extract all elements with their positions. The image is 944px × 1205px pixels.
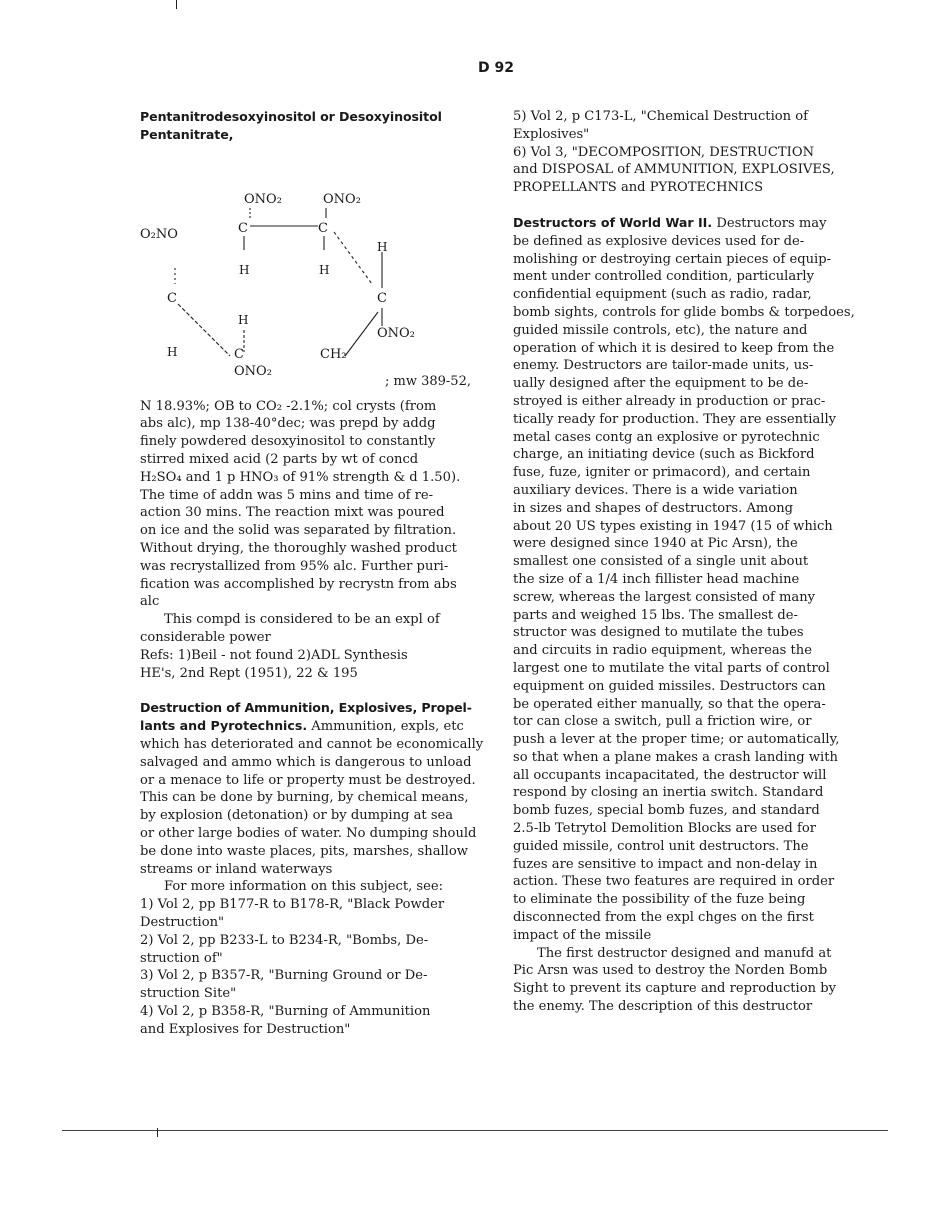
ref-item: 1) Vol 2, pp B177-R to B178-R, "Black Powder [140,897,445,913]
section-heading: Destruction of Ammunition, Explosives, Propel- [140,700,472,716]
text-line: structor was designed to mutilate the tubes [513,625,804,641]
top-margin-mark [176,0,177,9]
text-line: by explosion (detonation) or by dumping at sea [140,808,454,824]
text-line: which has deteriorated and cannot be economically [140,736,484,752]
text-line: metal cases contg an explosive or pyrotechnic [513,429,820,445]
text-line: molishing or destroying certain pieces of equip- [513,251,832,267]
structure-diagram [140,144,475,362]
ono2-label-right: ONO₂ [377,325,415,341]
destructors-section [513,214,858,1016]
text-line: to eliminate the possibility of the fuze being [513,892,806,908]
chemical-structure [140,144,475,362]
carbon-top-right: C [318,220,328,236]
text-line: ually designed after the equipment to be de- [513,376,809,392]
section-heading: Destructors of World War II. [513,214,713,230]
carbon-left: C [167,290,177,306]
text-line: bomb fuzes, special bomb fuzes, and standard [513,803,820,819]
molecular-weight: ; mw 389-52, [385,373,471,389]
text-line: Sight to prevent its capture and reproduction by [513,981,836,997]
ref-item: PROPELLANTS and PYROTECHNICS [513,180,764,196]
text-line: action. These two features are required in order [513,874,835,890]
text-line: smallest one consisted of a single unit about [513,554,809,570]
text-span: Destructors may [716,215,827,231]
right-column [513,108,858,1016]
text-line: streams or inland waterways [140,861,333,877]
text-line: all occupants incapacitated, the destructor will [513,767,827,783]
text-span: Ammunition, expls, etc [311,719,464,735]
text-line: charge, an initiating device (such as Bickford [513,447,815,463]
text-line: confidential equipment (such as radio, radar, [513,287,812,303]
text-line: The time of addn was 5 mins and time of re- [140,487,434,503]
ono2-label-bottom: ONO₂ [234,363,272,379]
ono2-label-top-left: ONO₂ [244,191,282,207]
text-line: alc [140,594,160,610]
text-line: Without drying, the thoroughly washed product [140,540,457,556]
text-line: respond by closing an inertia switch. Standard [513,785,824,801]
text-line: be operated either manually, so that the opera- [513,696,826,712]
ref-item: and DISPOSAL of AMMUNITION, EXPLOSIVES, [513,162,835,178]
text-line: ment under controlled condition, particularly [513,269,814,285]
hydrogen-2: H [319,262,330,277]
hydrogen-right: H [377,239,388,254]
bottom-margin-mark [157,1128,158,1137]
text-line: This compd is considered to be an expl of [164,612,440,628]
text-line: operation of which it is desired to keep from the [513,340,835,356]
spacer [140,682,475,699]
hydrogen-1: H [239,262,250,277]
text-line: action 30 mins. The reaction mixt was poured [140,505,445,521]
refs-line-1: Refs: 1)Beil - not found 2)ADL Synthesis [140,647,408,663]
spacer [513,197,858,214]
text-line: the enemy. The description of this destructor [513,999,813,1015]
ref-item: 4) Vol 2, p B358-R, "Burning of Ammunition [140,1003,431,1019]
o2no-label: O₂NO [140,226,178,242]
page-number: D 92 [478,60,514,76]
refs-line-2: HE's, 2nd Rept (1951), 22 & 195 [140,665,358,681]
text-line: considerable power [140,629,271,645]
text-line: fication was accomplished by recrystn from abs [140,576,457,592]
text-line: This can be done by burning, by chemical means, [140,790,469,806]
power-paragraph [140,611,475,647]
text-line: parts and weighed 15 lbs. The smallest de- [513,607,798,623]
text-line: guided missile, control unit destructors. The [513,838,809,854]
text-line: salvaged and ammo which is dangerous to unload [140,754,472,770]
structure-bottom-row [140,362,475,398]
ch2-label: CH₂ [320,346,347,362]
text-line: so that when a plane makes a crash landing with [513,749,838,765]
text-line: bomb sights, controls for glide bombs & torpedoes, [513,304,855,320]
text-line: in sizes and shapes of destructors. Among [513,500,794,516]
bottom-rule [62,1130,888,1131]
text-line: abs alc), mp 138-40°dec; was prepd by addg [140,416,436,432]
carbon-right: C [377,290,387,306]
section-heading-cont-line [140,717,475,736]
text-line: disconnected from the expl chges on the first [513,910,814,926]
text-line: stirred mixed acid (2 parts by wt of concd [140,451,419,467]
hydrogen-mid: H [238,312,249,327]
references [140,647,475,683]
carbon-bottom: C [234,346,244,362]
text-line: push a lever at the proper time; or automatically, [513,732,840,748]
text-line: largest one to mutilate the vital parts of control [513,660,830,676]
carbon-top-left: C [238,220,248,236]
text-line: screw, whereas the largest consisted of many [513,589,816,605]
ref-item: and Explosives for Destruction" [140,1021,351,1037]
text-line: stroyed is either already in production or prac- [513,393,826,409]
ref-item: struction Site" [140,986,237,1002]
text-line: finely powdered desoxyinositol to constantly [140,434,436,450]
text-line: enemy. Destructors are tailor-made units, us- [513,358,814,374]
text-line: guided missile controls, etc), the nature and [513,322,808,338]
text-line: on ice and the solid was separated by filtration. [140,523,457,539]
text-line: H₂SO₄ and 1 p HNO₃ of 91% strength & d 1.50). [140,469,461,485]
text-line: equipment on guided missiles. Destructors can [513,678,826,694]
destruction-section [140,699,484,1038]
text-line: about 20 US types existing in 1947 (15 of which [513,518,833,534]
text-line: The first destructor designed and manufd at [537,945,832,961]
text-line: and circuits in radio equipment, whereas the [513,643,812,659]
text-line: be done into waste places, pits, marshes, shallow [140,843,468,859]
ref-item: Explosives" [513,126,590,142]
section-heading-line [513,214,858,233]
text-line: impact of the missile [513,927,652,943]
refs-continued [513,108,858,197]
ref-item: struction of" [140,950,223,966]
text-line: auxiliary devices. There is a wide variation [513,482,798,498]
more-info-line: For more information on this subject, see: [164,879,444,895]
text-line: or a menace to life or property must be destroyed. [140,772,476,788]
text-line: was recrystallized from 95% alc. Further puri- [140,558,449,574]
text-line: 2.5-lb Tetrytol Demolition Blocks are used for [513,821,816,837]
ref-item: 5) Vol 2, p C173-L, "Chemical Destruction of [513,109,808,124]
ref-item: 6) Vol 3, "DECOMPOSITION, DESTRUCTION [513,144,815,160]
text-line: N 18.93%; OB to CO₂ -2.1%; col crysts (from [140,398,437,414]
text-line: or other large bodies of water. No dumping should [140,825,477,841]
text-line: be defined as explosive devices used for de- [513,233,805,249]
text-line: tically ready for production. They are essentially [513,411,837,427]
left-column [140,108,484,1038]
compound-heading-line-1: Pentanitrodesoxyinositol or Desoxyinositol [140,109,442,124]
ref-item: Destruction" [140,914,225,930]
compound-heading-line-2: Pentanitrate, [140,126,234,142]
section-heading-cont: lants and Pyrotechnics. [140,718,308,734]
properties-paragraph [140,398,475,612]
ono2-label-top-right: ONO₂ [323,191,361,207]
ref-item: 3) Vol 2, p B357-R, "Burning Ground or De- [140,968,428,984]
text-line: fuse, fuze, igniter or primacord), and certain [513,465,811,481]
text-line: fuzes are sensitive to impact and non-delay in [513,856,818,872]
ref-item: 2) Vol 2, pp B233-L to B234-R, "Bombs, De- [140,932,429,948]
hydrogen-left: H [167,344,178,359]
text-line: Pic Arsn was used to destroy the Norden Bomb [513,963,828,979]
text-line: were designed since 1940 at Pic Arsn), the [513,536,798,552]
text-line: the size of a 1/4 inch fillister head machine [513,571,800,587]
text-line: tor can close a switch, pull a friction wire, or [513,714,812,730]
